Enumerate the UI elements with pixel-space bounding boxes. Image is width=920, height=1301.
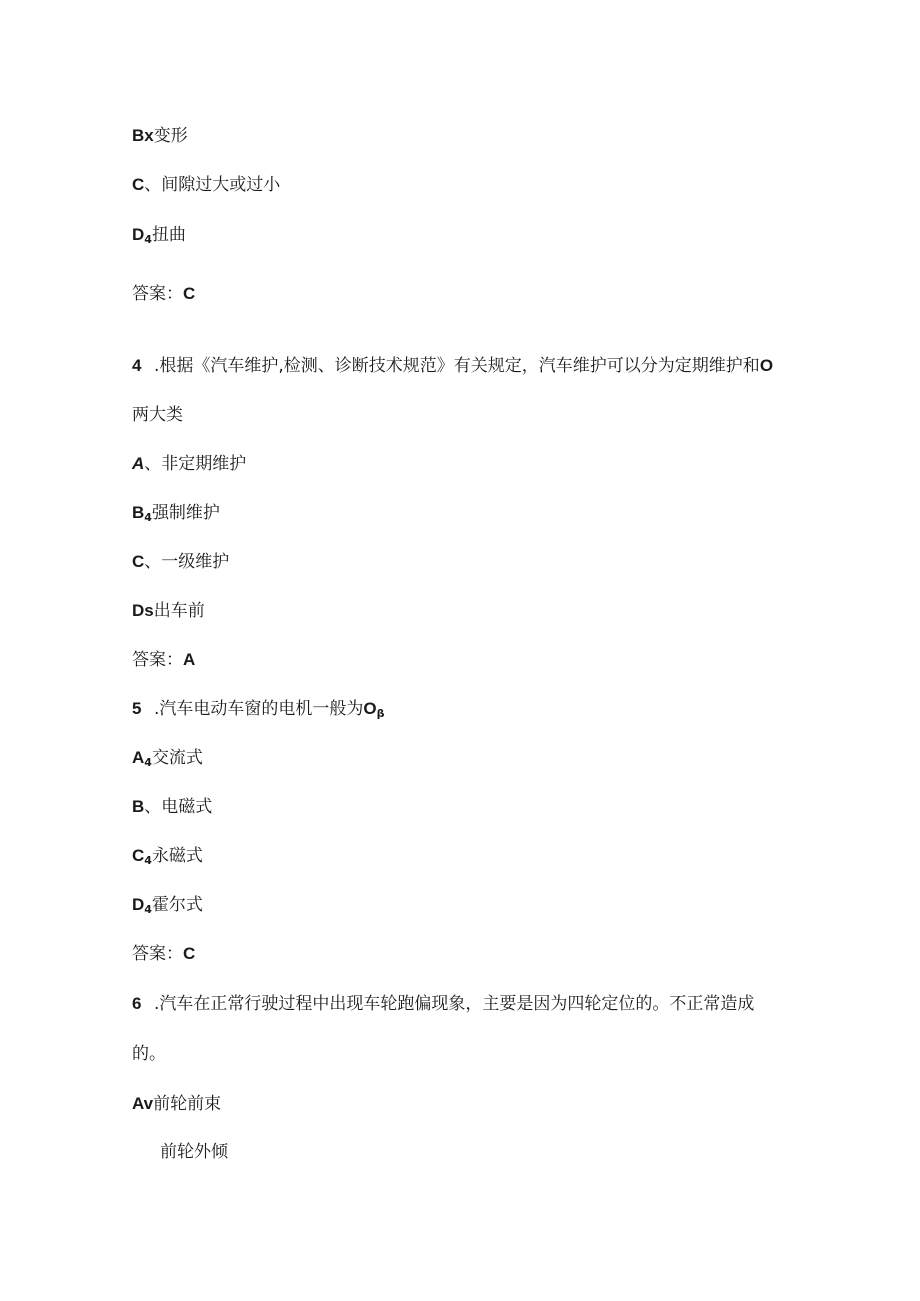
option-letter: C (132, 175, 145, 194)
option-text: 前轮前束 (153, 1094, 222, 1114)
q4-answer-line (132, 649, 195, 671)
option-subscript: 4 (144, 233, 152, 246)
q5-answer-line (132, 943, 195, 965)
option-d-twist (132, 224, 186, 251)
answer-value: C (183, 944, 196, 963)
option-subscript: 4 (144, 511, 152, 524)
answer-line (132, 283, 195, 305)
answer-label: 答案： (132, 944, 183, 964)
question-number: 6 (132, 994, 142, 1013)
option-text: 、间隙过大或过小 (144, 175, 281, 195)
option-text: 出车前 (153, 601, 205, 621)
q5-option-b (132, 796, 212, 818)
option-text: 永磁式 (151, 846, 203, 866)
q4-option-b (132, 502, 220, 529)
option-letter: B (132, 503, 145, 522)
option-text: 变形 (153, 126, 188, 146)
option-text: 、电磁式 (144, 797, 213, 817)
q5-option-d (132, 894, 203, 921)
question-text: 两大类 (132, 405, 183, 425)
q6-option-b (160, 1141, 228, 1163)
option-text: 霍尔式 (151, 895, 203, 915)
question-subscript: β (376, 707, 385, 720)
question-4-continuation (132, 404, 183, 426)
question-number: 4 (132, 356, 142, 375)
question-text: .汽车在正常行驶过程中出现车轮跑偏现象，主要是因为四轮定位的。不正常造成 (154, 994, 755, 1014)
question-6-continuation (132, 1043, 166, 1065)
question-6 (132, 993, 754, 1015)
option-letter: A (132, 454, 145, 473)
option-letter: Ds (132, 601, 154, 620)
q5-option-c (132, 845, 203, 872)
answer-value: A (183, 650, 196, 669)
option-letter: Bx (132, 126, 154, 145)
option-letter: B (132, 797, 145, 816)
question-blank: O (363, 699, 377, 718)
question-text: .根据《汽车维护,检测、诊断技术规范》有关规定，汽车维护可以分为定期维护和 (154, 356, 760, 376)
answer-label: 答案： (132, 650, 183, 670)
option-letter: C (132, 552, 145, 571)
q4-option-a (132, 453, 246, 475)
question-text: 的。 (132, 1044, 166, 1064)
question-5 (132, 698, 385, 725)
option-subscript: 4 (144, 903, 152, 916)
q4-option-c (132, 551, 229, 573)
option-text: 扭曲 (151, 225, 186, 245)
option-text: 交流式 (151, 748, 203, 768)
answer-value: C (183, 284, 196, 303)
question-blank: O (759, 356, 774, 375)
answer-label: 答案： (132, 284, 183, 304)
question-4 (132, 355, 773, 377)
q5-option-a (132, 747, 203, 774)
option-text: 、非定期维护 (144, 454, 247, 474)
option-text: 前轮外倾 (160, 1142, 228, 1162)
option-text: 、一级维护 (144, 552, 230, 572)
option-letter: A (132, 748, 145, 767)
option-letter: Av (132, 1094, 154, 1113)
option-text: 强制维护 (151, 503, 220, 523)
q6-option-a (132, 1093, 221, 1115)
question-number: 5 (132, 699, 142, 718)
option-letter: D (132, 225, 145, 244)
option-subscript: 4 (144, 854, 152, 867)
option-letter: C (132, 846, 145, 865)
option-letter: D (132, 895, 145, 914)
option-c-clearance (132, 174, 280, 196)
option-subscript: 4 (144, 756, 152, 769)
q4-option-d (132, 600, 205, 622)
option-b-deformation (132, 125, 188, 147)
question-text: .汽车电动车窗的电机一般为 (154, 699, 364, 719)
